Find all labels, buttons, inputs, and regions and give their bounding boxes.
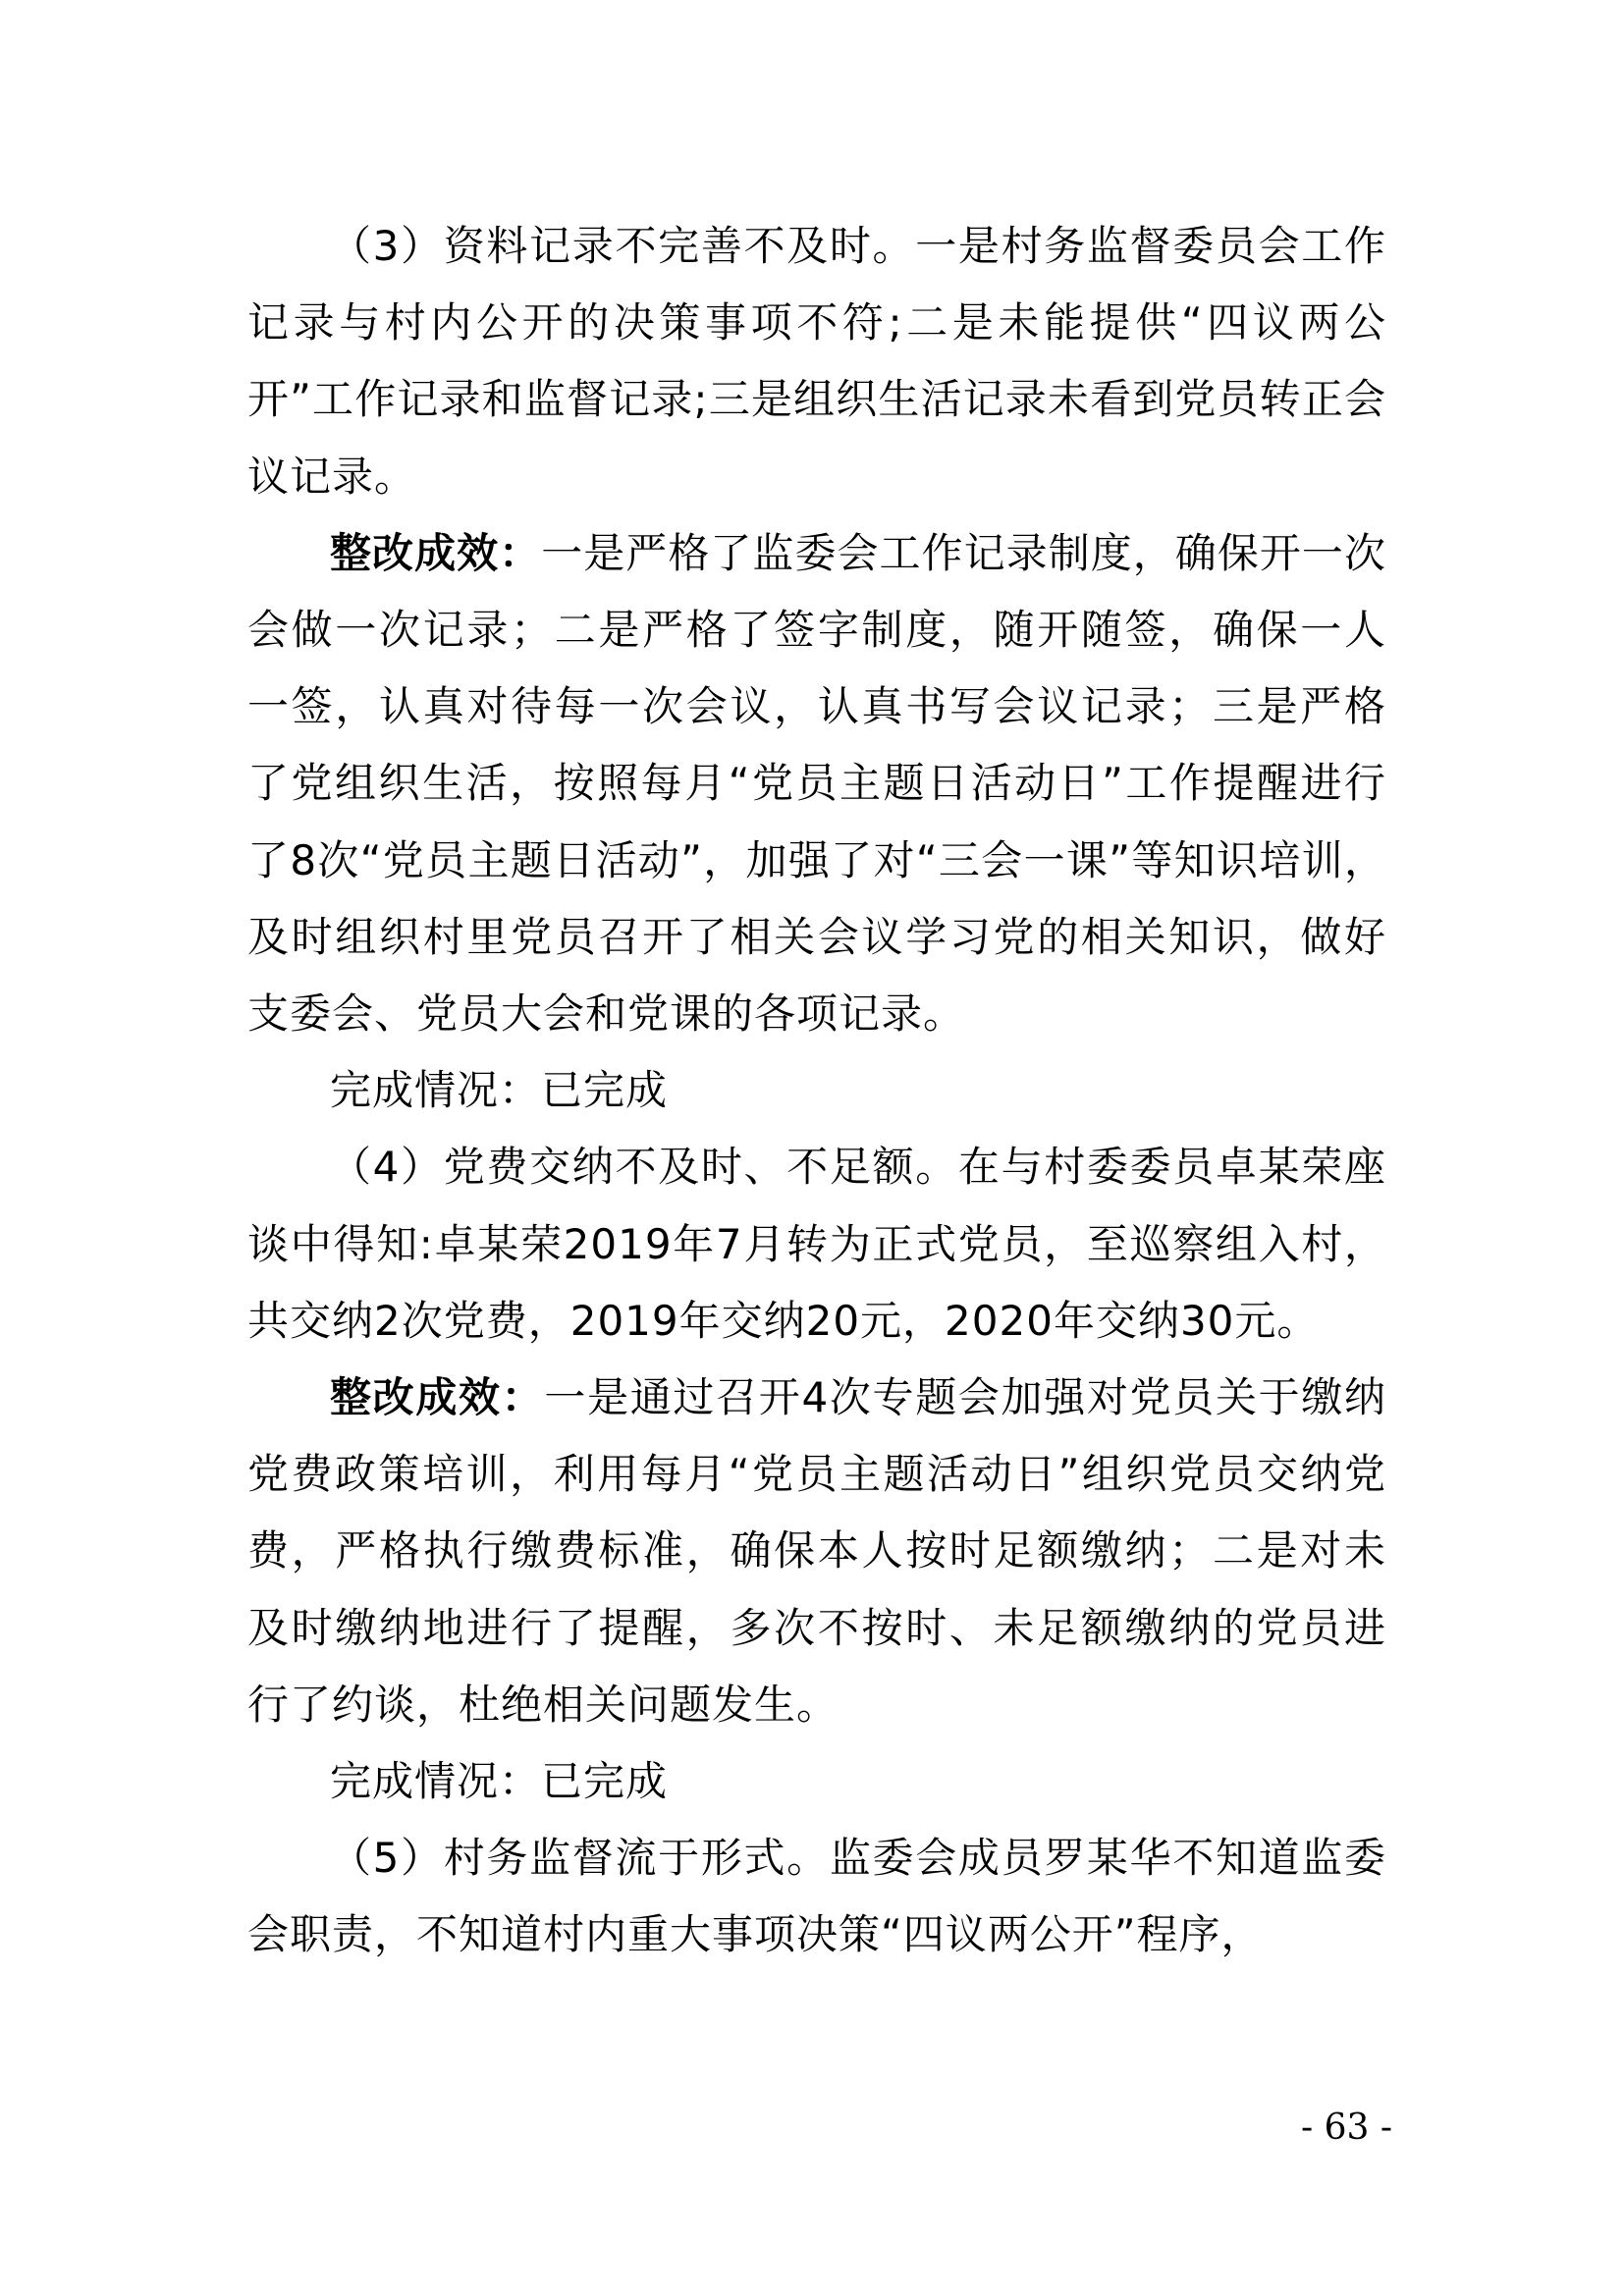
paragraph-issue-5: （5）村务监督流于形式。监委会成员罗某华不知道监委会职责，不知道村内重大事项决策“四议两公开”程序， (247, 1834, 1386, 1959)
paragraph-issue-4: （4）党费交纳不及时、不足额。在与村委委员卓某荣座谈中得知:卓某荣2019年7月转为正式党员，至巡察组入村，共交纳2次党费，2019年交纳20元，2020年交纳30元。 (247, 1143, 1386, 1345)
page-number: - 63 - (1300, 2108, 1392, 2148)
paragraph-rectification-3 (247, 515, 1386, 1052)
completion-status-4: 完成情况：已完成 (330, 1757, 669, 1806)
rectification-label: 整改成效： (330, 1373, 545, 1422)
rectification-text: 一是通过召开4次专题会加强对党员关于缴纳党费政策培训，利用每月“党员主题活动日”组织党员交纳党费，严格执行缴费标准，确保本人按时足额缴纳；二是对未及时缴纳地进行了提醒，多次不按时、未足额缴纳的党员进行了约谈，杜绝相关问题发生。 (247, 1373, 1386, 1729)
body-text (247, 208, 1386, 1974)
paragraph-rectification-4 (247, 1360, 1386, 1743)
paragraph-issue-3: （3）资料记录不完善不及时。一是村务监督委员会工作记录与村内公开的决策事项不符;二是未能提供“四议两公开”工作记录和监督记录;三是组织生活记录未看到党员转正会议记录。 (247, 222, 1386, 501)
completion-status-3: 完成情况：已完成 (330, 1066, 669, 1115)
rectification-text: 一是严格了监委会工作记录制度，确保开一次会做一次记录；二是严格了签字制度，随开随签，确保一人一签，认真对待每一次会议，认真书写会议记录；三是严格了党组织生活，按照每月“党员主题日活动日”工作提醒进行了8次“党员主题日活动”，加强了对“三会一课”等知识培训，及时组织村里党员召开了相关会议学习党的相关知识，做好支委会、党员大会和党课的各项记录。 (247, 528, 1386, 1039)
rectification-label: 整改成效： (330, 528, 542, 577)
